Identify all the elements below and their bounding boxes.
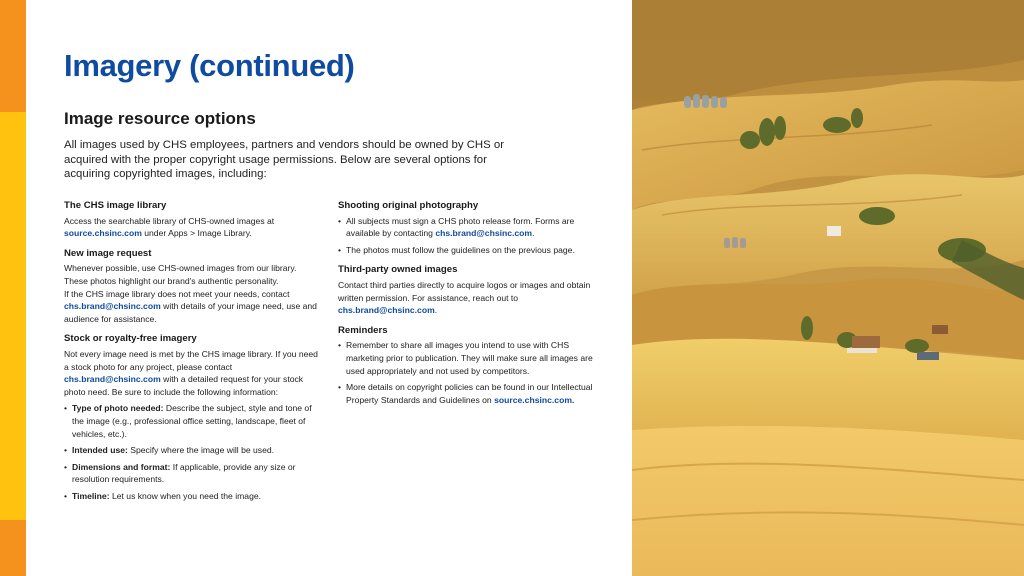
- bullet-label: Timeline:: [72, 490, 110, 501]
- section-new-image-request: [64, 248, 322, 326]
- source-link[interactable]: source.chsinc.com: [64, 228, 142, 239]
- list-item: • Remember to share all images you intend to use with CHS marketing prior to publication. They will make sure all images are used appropriately and not used by competitors.: [338, 339, 600, 377]
- section-heading: Stock or royalty-free imagery: [64, 333, 197, 345]
- accent-stripe-middle: [0, 112, 26, 520]
- section-body: [64, 348, 322, 398]
- list-item: [64, 444, 322, 457]
- section-heading: The CHS image library: [64, 200, 167, 211]
- email-link[interactable]: chs.brand@chsinc.com: [64, 374, 161, 385]
- email-link[interactable]: chs.brand@chsinc.com: [338, 305, 435, 316]
- bullet-label: Intended use:: [72, 445, 128, 456]
- list-item: [64, 461, 322, 486]
- bullet-text: Specify where the image will be used.: [127, 445, 275, 456]
- bullet-label: Dimensions and format:: [72, 461, 171, 472]
- bullet-text: All subjects must sign a CHS photo release form. Forms are available by contacting: [346, 215, 575, 239]
- section-heading: Shooting original photography: [338, 200, 479, 211]
- section-original-photography: [338, 200, 600, 256]
- section-subtitle: Image resource options: [64, 109, 256, 128]
- intro-paragraph: All images used by CHS employees, partners and vendors should be owned by CHS or acquired with the proper copyright usage permissions. Below are several options for acquiring copyrighted images, including:: [64, 139, 505, 180]
- body-text: If the CHS image library does not meet your needs, contact: [64, 288, 290, 299]
- landscape-illustration: [632, 0, 1024, 576]
- section-body: [64, 288, 322, 326]
- section-image-library: [64, 200, 322, 240]
- section-heading: Third-party owned images: [338, 264, 458, 276]
- photography-list: [338, 215, 600, 257]
- section-heading: Reminders: [338, 324, 388, 336]
- body-text: Not every image need is met by the CHS image library. If you need a stock photo for any project, please contact: [64, 348, 318, 372]
- bullet-text: Describe the subject, style and tone of the image (e.g., professional office setting, landscape, fleet of vehicles, etc.).: [72, 403, 312, 439]
- right-column: [338, 200, 600, 414]
- email-link[interactable]: chs.brand@chsinc.com: [64, 301, 161, 312]
- email-link[interactable]: chs.brand@chsinc.com: [435, 228, 533, 239]
- accent-stripe-bottom: [0, 520, 26, 576]
- section-body: [338, 279, 600, 317]
- body-text: with a detailed request for your stock photo need. Be sure to include the following information:: [64, 374, 304, 397]
- section-third-party: [338, 264, 600, 316]
- body-text: under Apps > Image Library.: [141, 228, 252, 239]
- body-text: Access the searchable library of CHS-owned images at: [64, 215, 275, 226]
- bullet-label: Type of photo needed:: [72, 403, 164, 414]
- bullet-text: If applicable, provide any size or resolution requirements.: [72, 461, 296, 485]
- bullet-text: Let us know when you need the image.: [109, 490, 262, 501]
- left-column: [64, 200, 322, 510]
- farmland-photo: [632, 0, 1024, 576]
- list-item: • The photos must follow the guidelines on the previous page.: [338, 244, 600, 257]
- page-title: Imagery (continued): [64, 48, 355, 83]
- body-text: .: [434, 305, 438, 316]
- source-link[interactable]: source.chsinc.com.: [494, 394, 575, 405]
- reminders-list: [338, 339, 600, 406]
- section-reminders: [338, 325, 600, 407]
- content-area: [64, 0, 624, 576]
- list-item: [64, 490, 322, 503]
- section-body: Whenever possible, use CHS-owned images from our library. These photos highlight our brand's authentic personality.: [64, 263, 297, 286]
- section-stock-imagery: [64, 333, 322, 502]
- list-item: [338, 215, 600, 240]
- list-item: [64, 402, 322, 440]
- list-item: [338, 381, 600, 406]
- stock-requirements-list: [64, 402, 322, 502]
- section-heading: New image request: [64, 247, 152, 259]
- bullet-text: More details on copyright policies can be found in our Intellectual Property Standards and Guidelines on: [346, 382, 593, 405]
- body-text: Contact third parties directly to acquire logos or images and obtain written permission. For assistance, reach out to: [338, 279, 591, 303]
- body-text: with details of your image need, use and audience for assistance.: [64, 301, 317, 324]
- section-body: [64, 215, 322, 240]
- bullet-text: .: [532, 228, 535, 239]
- accent-stripe-top: [0, 0, 26, 112]
